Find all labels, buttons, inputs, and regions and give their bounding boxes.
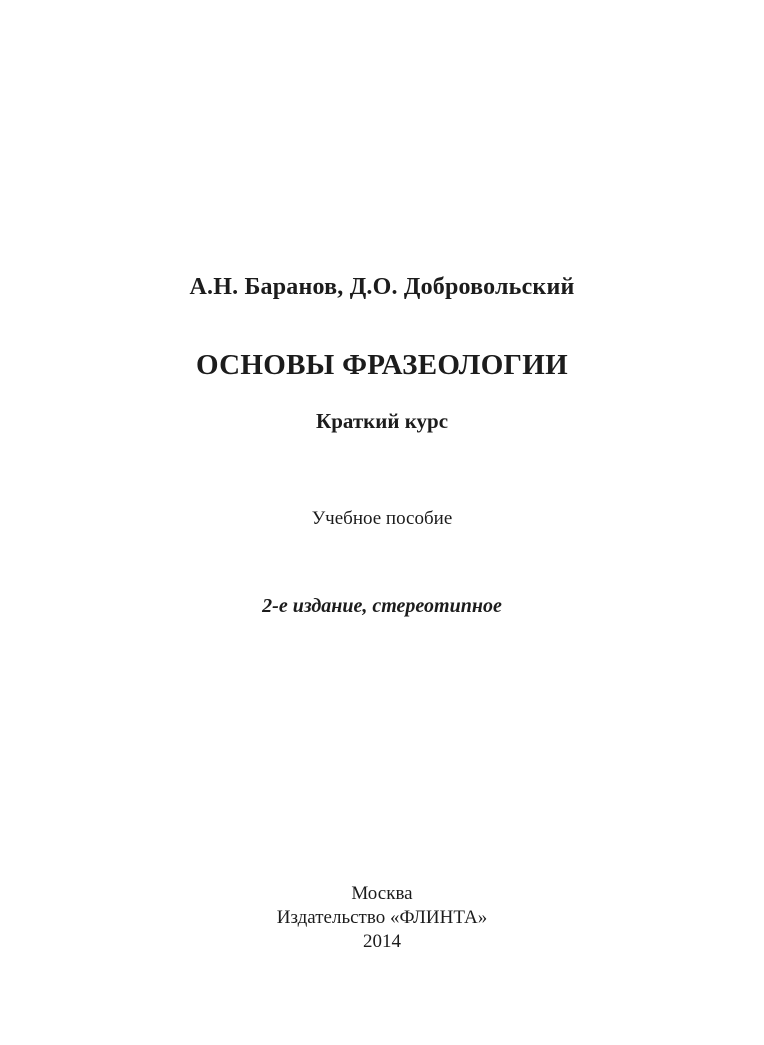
imprint-year: 2014 (363, 931, 401, 952)
book-subtitle: Краткий курс (315, 409, 449, 433)
book-title: ОСНОВЫ ФРАЗЕОЛОГИИ (195, 349, 569, 381)
book-genre: Учебное пособие (311, 508, 453, 529)
authors: А.Н. Баранов, Д.О. Добровольский (189, 274, 575, 300)
imprint-publisher: Издательство «ФЛИНТА» (276, 907, 488, 928)
edition-note: 2-е издание, стереотипное (262, 595, 502, 617)
imprint-city: Москва (351, 883, 413, 904)
